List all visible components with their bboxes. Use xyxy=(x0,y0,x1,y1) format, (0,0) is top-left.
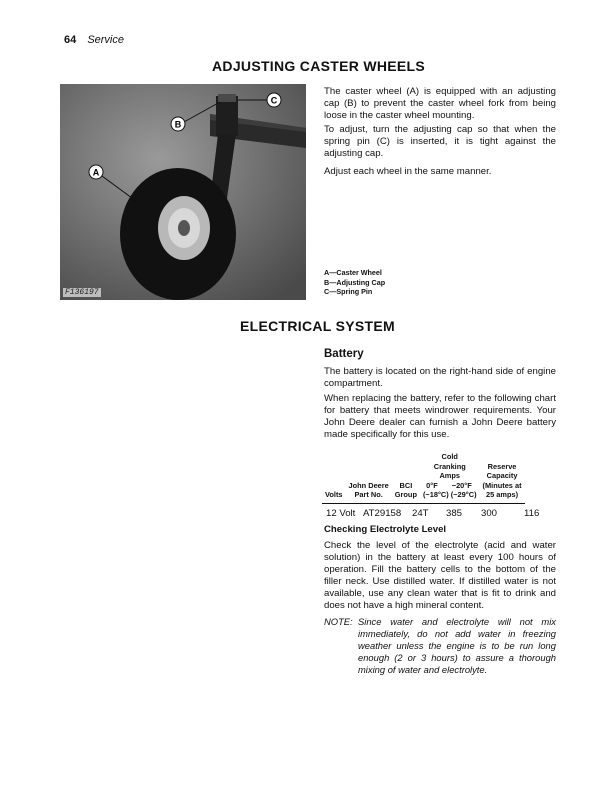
electrolyte-heading: Checking Electrolyte Level xyxy=(324,524,447,535)
th-res-3: (Minutes at xyxy=(482,480,522,490)
th-cold-m20f: −20°F xyxy=(451,480,472,490)
caster-paragraph-1: The caster wheel (A) is equipped with an adjusting cap (B) to prevent the caster wheel fork from being loose in the caster wheel mounting. xyxy=(324,86,556,121)
legend-item-b: B—Adjusting Cap xyxy=(324,277,386,287)
th-cold-0f: 0°F xyxy=(426,480,438,490)
note-text: Since water and electrolyte will not mix immediately, do not add water in freezing weather unless the engine is to be run long enough (2 or 3 hours) to assure a thorough mixing of water and electrolyte. xyxy=(358,616,556,675)
th-jd-2: Part No. xyxy=(354,490,383,499)
cell-part-no: AT29158 xyxy=(363,508,402,519)
section-label: Service xyxy=(87,34,124,46)
th-bci-1: BCI xyxy=(399,480,413,490)
battery-paragraph-1: The battery is located on the right-hand side of engine compartment. xyxy=(324,366,556,389)
note-label: NOTE: xyxy=(324,616,353,627)
svg-text:C: C xyxy=(270,95,278,106)
caster-paragraph-2: To adjust, turn the adjusting cap so that when the spring pin (C) is inserted, it is tight against the adjusting cap. xyxy=(324,124,556,159)
cell-reserve: 116 xyxy=(524,508,540,519)
caster-wheel-photo xyxy=(60,84,306,300)
th-cold-3: Amps xyxy=(439,471,461,480)
cell-volts: 12 Volt xyxy=(326,508,356,519)
electrolyte-paragraph: Check the level of the electrolyte (acid and water solution) in the battery at least every 100 hours of operation. Fill the battery cells to the bottom of the filler neck. Use distilled water. If distilled water is not available, use any clean water that is fit to drink and does not have a high mineral content. xyxy=(324,540,556,611)
svg-text:B: B xyxy=(174,119,182,130)
photo-legend xyxy=(324,268,385,297)
th-cold-c: (−18°C) (−29°C) xyxy=(422,490,477,499)
th-res-1: Reserve xyxy=(487,461,517,471)
battery-paragraph-2: When replacing the battery, refer to the following chart for battery that meets windrower requirements. Your John Deere dealer can furnish a John Deere battery made specifically for this use. xyxy=(324,393,556,440)
photo-code: F136197 xyxy=(65,288,99,297)
caster-paragraph-3: Adjust each wheel in the same manner. xyxy=(324,166,492,177)
th-jd-1: John Deere xyxy=(348,480,389,490)
th-volts: Volts xyxy=(325,490,343,499)
cell-amps-m20f: 300 xyxy=(481,508,498,519)
th-res-2: Capacity xyxy=(486,471,518,480)
legend-item-a: A—Caster Wheel xyxy=(324,268,382,277)
battery-spec-table xyxy=(322,452,525,504)
legend-item-c: C—Spring Pin xyxy=(324,287,373,296)
th-bci-2: Group xyxy=(394,490,417,499)
cell-group: 24T xyxy=(412,508,429,519)
th-cold-1: Cold xyxy=(441,452,458,461)
section-title-caster: ADJUSTING CASTER WHEELS xyxy=(212,58,426,74)
section-title-electrical: ELECTRICAL SYSTEM xyxy=(240,318,395,334)
note-block xyxy=(324,616,556,676)
th-res-4: 25 amps) xyxy=(486,490,519,499)
page-number: 64 xyxy=(64,34,77,46)
th-cold-2: Cranking xyxy=(433,461,466,471)
page-header xyxy=(64,34,124,46)
cell-amps-0f: 385 xyxy=(446,508,463,519)
battery-heading: Battery xyxy=(324,348,364,360)
svg-text:A: A xyxy=(92,167,100,178)
